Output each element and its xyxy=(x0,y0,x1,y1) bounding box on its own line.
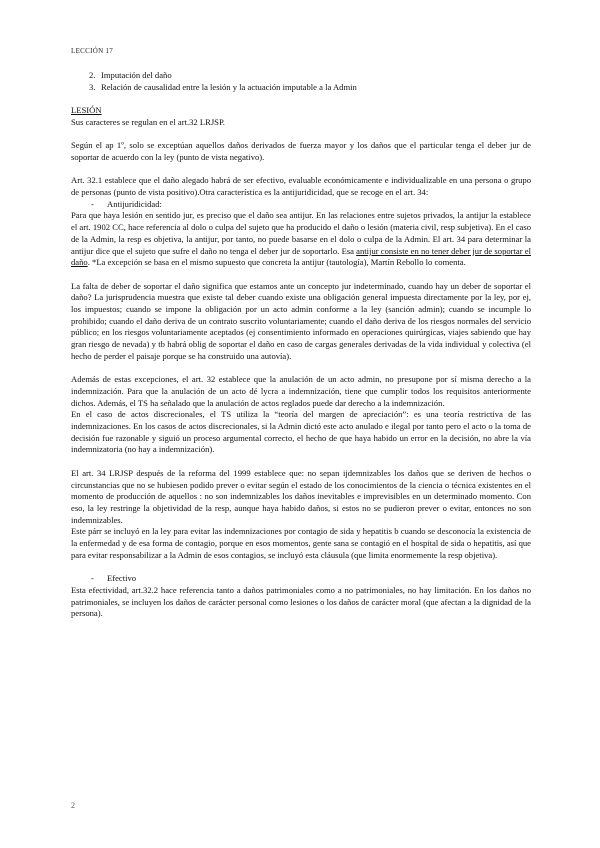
list-item-text: Imputación del daño xyxy=(101,70,172,80)
list-item-text: Relación de causalidad entre la lesión y la actuación imputable a la Admin xyxy=(101,81,357,92)
paragraph-2: Art. 32.1 establece que el daño alegado habrá de ser efectivo, evaluable económicamente e individualizable en una persona o grupo de personas (punto de vista positivo).Otra característica es la antijuridicidad, que se recoge en el art. 34: xyxy=(71,175,531,197)
paragraph-3-text: Para que haya lesión en sentido jur, es preciso que el daño sea antijur. En las relaciones entre sujetos privados, la antijur la establece el art. 1902 CC, hace referencia al dolo o culpa del sujeto que ha producido el daño o lesión (materia civil, resp subjetiva). En el caso de la Admin, la resp es objetiva, la antijur, por tanto, no puede basarse en el dolo o culpa de la Admin. El art. 34 para determinar la antijur dice que el sujeto que sufre el daño no tenga el deber jur de soportarlo. Esa xyxy=(71,210,531,256)
bullet-efectivo xyxy=(71,573,531,585)
intro-paragraph: Sus caracteres se regulan en el art.32 LRJSP. xyxy=(71,116,225,127)
paragraph-7: El art. 34 LRJSP después de la reforma del 1999 establece que: no sepan ijdemnizables los daños que se deriven de hechos o circunstancias que no se hubiesen podido prever o evitar según el estado de los conocimientos de la ciencia o técnica existentes en el momento de producción de aquellos : no son indemnizables los daños inevitables e imprevisibles en un determinado momento. Con eso, la ley restringe la objetividad de la resp, aunque haya habido daños, si estos no se pudieron prever o evitar, entonces no son indemnizables. xyxy=(71,467,531,525)
lesson-header: LECCIÓN 17 xyxy=(71,47,114,55)
bullet-dash: - xyxy=(91,573,94,584)
list-item-number: 2. xyxy=(89,70,96,80)
paragraph-4: La falta de deber de soportar el daño significa que estamos ante un concepto jur indeterminado, cuando hay un deber de soportar el daño? La jurisprudencia muestra que existe tal deber cuando existe una obligación general impuesta directamente por la ley, por ej, los impuestos; cuando se impone la obligación por un acto admin conforme a la ley (sanción admin); cuando se incumple lo prohibido; cuando el daño deriva de un contrato suscrito voluntariamente; cuando el daño deriva de los riesgos normales del servicio público; en los riesgos voluntariamente aceptados (ej consentimiento informado en operaciones quirúrgicas, viajes sabiendo que hay gran riesgo de nevada) y tb habrá oblig de soportar el daño en caso de cargas generales derivadas de la vida individual y colectiva (el hecho de perder el paisaje porque se ha construido una autovía). xyxy=(71,280,531,361)
numbered-list xyxy=(71,70,531,93)
paragraph-1: Según el ap 1º, solo se exceptúan aquellos daños derivados de fuerza mayor y los daños que el particular tenga el deber jur de soportar de acuerdo con la ley (punto de vista negativo). xyxy=(71,140,531,162)
paragraph-6: En el caso de actos discrecionales, el TS utiliza la “teoría del margen de apreciación”: es una teoría restrictiva de las indemnizaciones. En los casos de actos discrecionales, si la Admin dictó este acto anulado e ilegal por tanto pero el acto o la toma de decisión fue razonable y siguió un proceso argumental correcto, el hecho de que haya habido un error en la decisión, no abre la vía indemnizatoria (no hay a indemnización). xyxy=(71,409,531,455)
paragraph-3 xyxy=(71,210,531,269)
page-number: 2 xyxy=(71,801,75,810)
bullet-dash: - xyxy=(91,198,94,209)
list-item xyxy=(71,70,531,82)
paragraph-3-tail: . *La excepción se basa en el mismo supuesto que concreta la antijur (tautología), Martín Rebollo lo comenta. xyxy=(87,257,466,268)
document-body xyxy=(71,70,531,620)
paragraph-5: Además de estas excepciones, el art. 32 establece que la anulación de un acto admin, no presupone por sí misma derecho a la indemnización. Para que la anulación de un acto dé lycra a indemnización, tiene que cumplir todos los requisitos anteriormente dichos. Además, el TS ha señalado que la anulación de actos reglados puede dar derecho a la indemnización. xyxy=(71,374,531,408)
paragraph-9: Esta efectividad, art.32.2 hace referencia tanto a daños patrimoniales como a no patrimoniales, no hay limitación. En los daños no patrimoniales, se incluyen los daños de carácter personal como lesiones o los daños de carácter moral (que afectan a la dignidad de la persona). xyxy=(71,584,531,619)
section-title: LESIÓN xyxy=(71,105,102,116)
bullet-label: Efectivo xyxy=(107,573,137,584)
list-item xyxy=(71,82,531,94)
paragraph-8: Este párr se incluyó en la ley para evitar las indemnizaciones por contagio de sida y hepatitis b cuando se desconocía la existencia de la enfermedad y de esa forma de contagio, porque en esos momentos, gente sana se contagió en el hospital de sida o hepatitis, así que para evitar responsabilizar a la Admin de esos contagios, se incluyó esta cláusula (que limita enormemente la resp objetiva). xyxy=(71,526,531,560)
list-item-number: 3. xyxy=(89,81,96,92)
bullet-label: Antijuridicidad: xyxy=(107,198,162,209)
bullet-antijuridicidad xyxy=(71,199,531,211)
paragraph-3-underlined: antijur consiste en no tener deber jur de soportar el daño xyxy=(71,245,531,268)
